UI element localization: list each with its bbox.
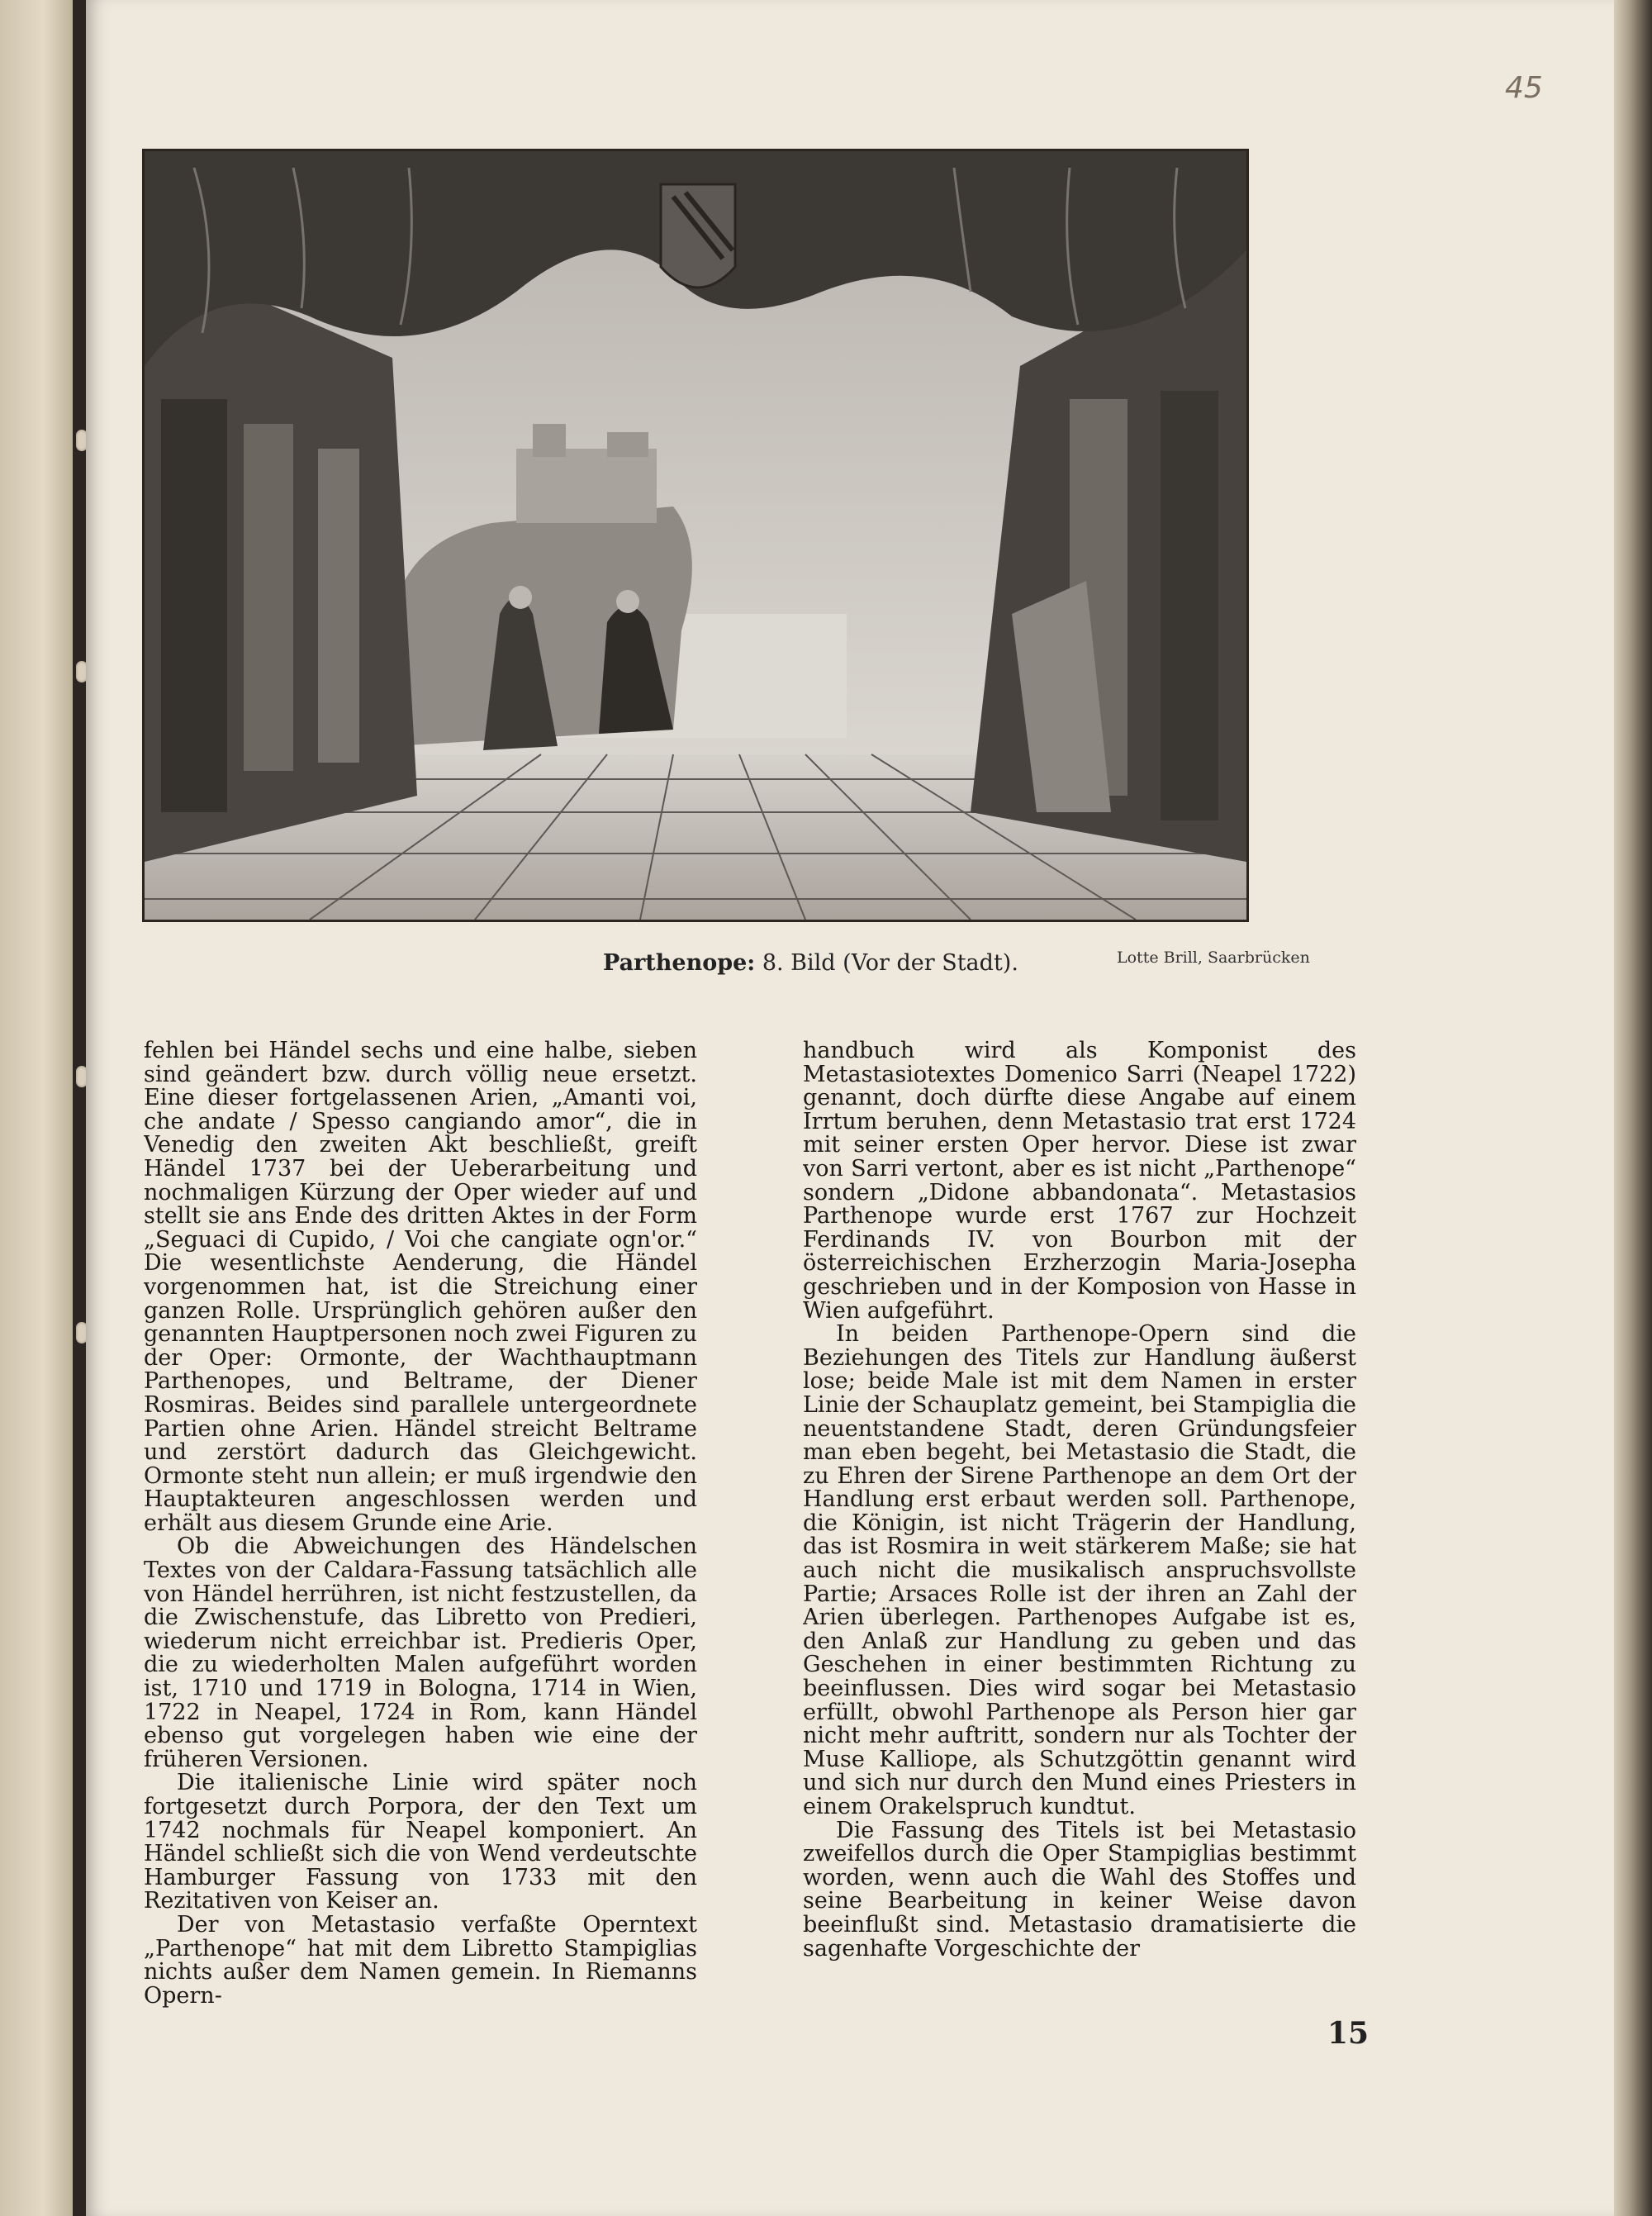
- facing-page-edge: [0, 0, 73, 2216]
- caption-title: Parthenope:: [603, 950, 756, 976]
- paragraph: Die Fassung des Titels ist bei Metastasio zweifellos durch die Oper Stampiglias bestimmt worden, wenn auch die Wahl des Stoffes und seine Bearbeitung in keiner Weise davon beeinflußt sind. Metastasio dramatisierte die sagenhafte Vorgeschichte der: [803, 1817, 1356, 1962]
- stage-scene-drawing: [145, 151, 1246, 920]
- page-edge-shadow: [1614, 0, 1652, 2216]
- text-column-right: [803, 1039, 1356, 2019]
- page-number: 15: [1327, 2016, 1370, 2051]
- caption-description: 8. Bild (Vor der Stadt).: [762, 950, 1018, 976]
- paragraph: In beiden Parthenope-Opern sind die Beziehungen des Titels zur Handlung äußerst lose; beide Male ist mit dem Namen in erster Linie der Schauplatz gemeint, bei Stampiglia die neuentstandene Stadt, deren Gründungsfeier man eben begeht, bei Metastasio die Stadt, die zu Ehren der Sirene Parthenope an dem Ort der Handlung erst erbaut werden soll. Parthenope, die Königin, ist nicht Trägerin der Handlung, das ist Rosmira in weit stärkerem Maße; sie hat auch nicht die musikalisch anspruchsvollste Partie; Arsaces Rolle ist der ihren an Zahl der Arien überlegen. Parthenopes Aufgabe ist es, den Anlaß zur Handlung zu geben und das Geschehen in einer bestimmten Richtung zu beeinflussen. Dies wird sogar bei Metastasio erfüllt, obwohl Parthenope als Person hier gar nicht mehr auftritt, sondern nur als Tochter der Muse Kalliope, als Schutzgöttin genannt wird und sich nur durch den Mund eines Priesters in einem Orakelspruch kundtut.: [803, 1321, 1356, 1819]
- paragraph: Die italienische Linie wird später noch fortgesetzt durch Porpora, der den Text um 1742 nochmals für Neapel komponiert. An Händel schließt sich die von Wend verdeutschte Hamburger Fassung von 1733 mit den Rezitativen von Keiser an.: [144, 1770, 697, 1914]
- paragraph: fehlen bei Händel sechs und eine halbe, sieben sind geändert bzw. durch völlig neue ersetzt. Eine dieser fortgelassenen Arien, „Amanti voi, che andate / Spesso cangiando amor“, die in Venedig den zweiten Akt beschließt, greift Händel 1737 bei der Ueberarbeitung und nochmaligen Kürzung der Oper wieder auf und stellt sie ans Ende des dritten Aktes in der Form „Seguaci di Cupido, / Voi che cangiate ogn'or.“ Die wesentlichste Aenderung, die Händel vorgenommen hat, ist die Streichung einer ganzen Rolle. Ursprünglich gehören außer den genannten Hauptpersonen noch zwei Figuren zu der Oper: Ormonte, der Wachthauptmann Parthenopes, und Beltrame, der Diener Rosmiras. Beides sind parallele untergeordnete Partien ohne Arien. Händel streicht Beltrame und zerstört dadurch das Gleichgewicht. Ormonte steht nun allein; er muß irgendwie den Hauptakteuren angeschlossen werden und erhält aus diesem Grunde eine Arie.: [144, 1039, 697, 1536]
- paragraph: Der von Metastasio verfaßte Operntext „Parthenope“ hat mit dem Libretto Stampiglias nichts außer dem Namen gemein. In Riemanns Opern-: [144, 1911, 697, 2009]
- figure-caption: [603, 950, 1066, 976]
- stage-design-illustration: [142, 149, 1249, 922]
- paragraph: handbuch wird als Komponist des Metastasiotextes Domenico Sarri (Neapel 1722) genannt, doch dürfte diese Angabe auf einem Irrtum beruhen, denn Metastasio trat erst 1724 mit seiner ersten Oper hervor. Diese ist zwar von Sarri vertont, aber es ist nicht „Parthenope“ sondern „Didone abbandonata“. Metastasios Parthenope wurde erst 1767 zur Hochzeit Ferdinands IV. von Bourbon mit der österreichischen Erzherzogin Maria-Josepha geschrieben und in der Komposion von Hasse in Wien aufgeführt.: [803, 1039, 1356, 1324]
- paragraph: Ob die Abweichungen des Händelschen Textes von der Caldara-Fassung tatsächlich alle von Händel herrühren, ist nicht festzustellen, da die Zwischenstufe, das Libretto von Predieri, wiederum nicht erreichbar ist. Predieris Oper, die zu wiederholten Malen aufgeführt worden ist, 1710 und 1719 in Bologna, 1714 in Wien, 1722 in Neapel, 1724 in Rom, kann Händel ebenso gut vorgelegen haben wie eine der früheren Versionen.: [144, 1534, 697, 1772]
- illustration-credit: Lotte Brill, Saarbrücken: [1117, 949, 1310, 967]
- text-column-left: [144, 1039, 697, 2019]
- handwritten-folio-number: 45: [1505, 71, 1543, 105]
